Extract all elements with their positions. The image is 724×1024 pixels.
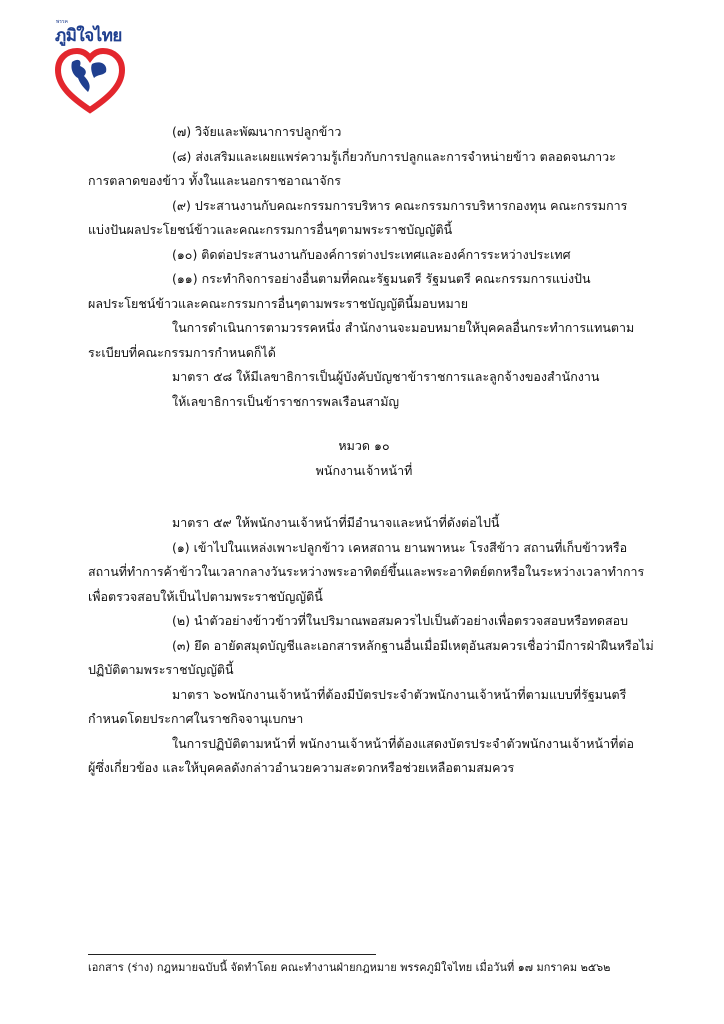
chapter-title: พนักงานเจ้าหน้าที่ (315, 462, 413, 478)
paragraph-line: (๑) เข้าไปในแหล่งเพาะปลูกข้าว เคหสถาน ยานพาหนะ โรงสีข้าว สถานที่เก็บข้าวหรือ (172, 539, 628, 555)
paragraph-line: มาตรา ๕๘ ให้มีเลขาธิการเป็นผู้บังคับบัญชาข้าราชการและลูกจ้างของสำนักงาน (172, 369, 600, 384)
footnote: เอกสาร (ร่าง) กฎหมายฉบับนี้ จัดทำโดย คณะทำงานฝ่ายกฎหมาย พรรคภูมิใจไทย เมื่อวันที่ ๑๗ มกราคม ๒๕๖๒ (88, 961, 611, 974)
paragraph-line: (๙) ประสานงานกับคณะกรรมการบริหาร คณะกรรมการบริหารกองทุน คณะกรรมการ (172, 197, 628, 213)
paragraph-line: กำหนดโดยประกาศในราชกิจจานุเบกษา (88, 711, 304, 726)
logo-name: ภูมิใจไทย (55, 26, 122, 46)
paragraph-line: มาตรา ๖๐พนักงานเจ้าหน้าที่ต้องมีบัตรประจำตัวพนักงานเจ้าหน้าที่ตามแบบที่รัฐมนตรี (172, 686, 627, 702)
paragraph-line: แบ่งปันผลประโยชน์ข้าวและคณะกรรมการอื่นๆตามพระราชบัญญัตินี้ (88, 222, 453, 237)
paragraph-line: (๓) ยึด อายัดสมุดบัญชีและเอกสารหลักฐานอื่นเมื่อมีเหตุอันสมควรเชื่อว่ามีการฝ่าฝืนหรือไม่ (172, 637, 654, 653)
footnote-divider (88, 954, 376, 955)
chapter-number: หมวด ๑๐ (338, 438, 390, 453)
paragraph-line: (๑๑) กระทำกิจการอย่างอื่นตามที่คณะรัฐมนตรี รัฐมนตรี คณะกรรมการแบ่งปัน (172, 271, 591, 286)
paragraph-line: ผู้ซึ่งเกี่ยวข้อง และให้บุคคลดังกล่าวอำนวยความสะดวกหรือช่วยเหลือตามสมควร (88, 760, 515, 775)
paragraph-line: การตลาดของข้าว ทั้งในและนอกราชอาณาจักร (88, 173, 341, 188)
paragraph-line: ผลประโยชน์ข้าวและคณะกรรมการอื่นๆตามพระราชบัญญัตินี้มอบหมาย (88, 295, 469, 311)
party-logo (52, 18, 128, 118)
paragraph-line: ในการดำเนินการตามวรรคหนึ่ง สำนักงานจะมอบหมายให้บุคคลอื่นกระทำการแทนตาม (172, 320, 635, 335)
paragraph-line: (๘) ส่งเสริมและเผยแพร่ความรู้เกี่ยวกับการปลูกและการจำหน่ายข้าว ตลอดจนภาวะ (172, 148, 616, 164)
paragraph-line: เพื่อตรวจสอบให้เป็นไปตามพระราชบัญญัตินี้ (88, 588, 323, 604)
heart-map-icon (52, 48, 128, 114)
paragraph-line: ระเบียบที่คณะกรรมการกำหนดก็ได้ (88, 344, 276, 360)
paragraph-line: (๑๐) ติดต่อประสานงานกับองค์การต่างประเทศและองค์การระหว่างประเทศ (172, 246, 571, 262)
paragraph-line: ในการปฏิบัติตามหน้าที่ พนักงานเจ้าหน้าที่ต้องแสดงบัตรประจำตัวพนักงานเจ้าหน้าที่ต่อ (172, 735, 634, 751)
paragraph-line: ให้เลขาธิการเป็นข้าราชการพลเรือนสามัญ (172, 393, 400, 409)
paragraph-line: ปฏิบัติตามพระราชบัญญัตินี้ (88, 662, 234, 677)
paragraph-line: มาตรา ๕๙ ให้พนักงานเจ้าหน้าที่มีอำนาจและหน้าที่ดังต่อไปนี้ (172, 515, 500, 530)
logo-small-text: พรรค (56, 19, 69, 25)
paragraph-line: สถานที่ทำการค้าข้าวในเวลากลางวันระหว่างพระอาทิตย์ขึ้นและพระอาทิตย์ตกหรือในระหว่างเวลาทำการ (88, 564, 645, 579)
paragraph-line: (๒) นำตัวอย่างข้าวข้าวที่ในปริมาณพอสมควรไปเป็นตัวอย่างเพื่อตรวจสอบหรือทดสอบ (172, 613, 629, 628)
paragraph-line: (๗) วิจัยและพัฒนาการปลูกข้าว (172, 124, 342, 139)
